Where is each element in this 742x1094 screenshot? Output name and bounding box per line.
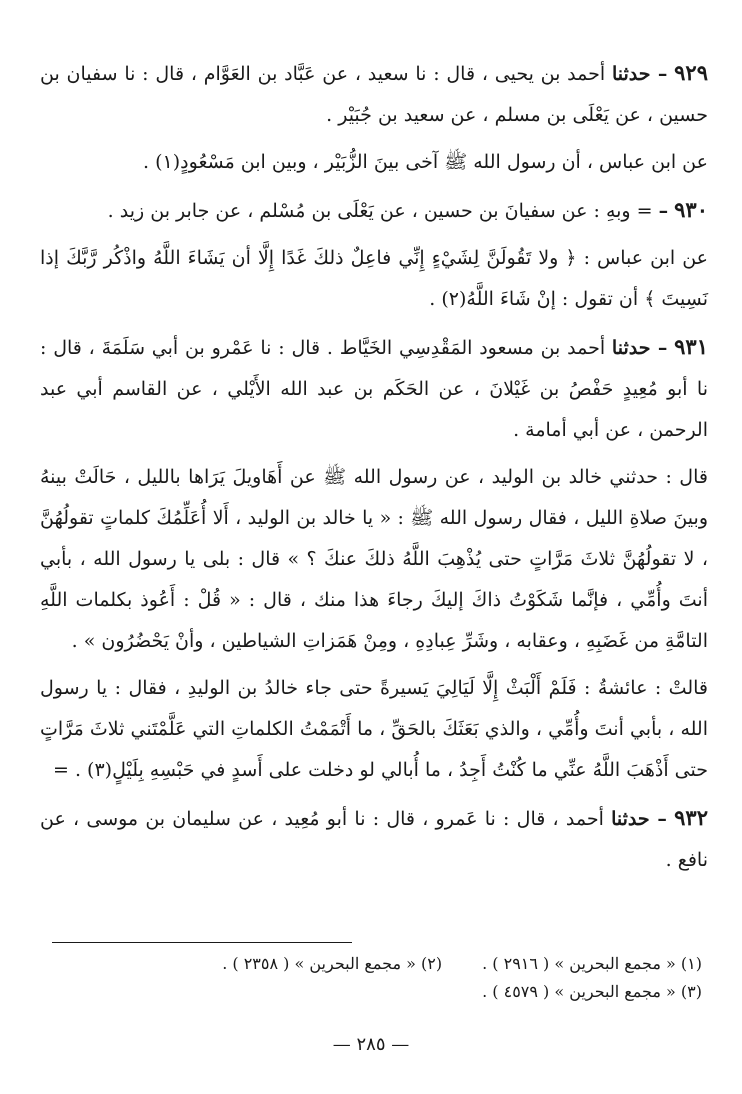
hadith-number: ٩٣١ (674, 334, 708, 359)
hadith-text: أحمد ، قال : نا عَمرو ، قال : نا أبو مُعِيد ، عن سليمان بن موسى ، عن نافع . (40, 808, 708, 871)
hadith-text: قال : حدثني خالد بن الوليد ، عن رسول الله ﷺ عن أَهَاويلَ يَرَاها بالليل ، حَالَتْ بينهُ وبينَ صلاةِ الليل ، فقال رسول الله ﷺ : « يا خالد بن الوليد ، أَلا أُعَلِّمُكَ كلماتٍ تقولُهُنَّ ، لا تقولُهُنَّ ثلاثَ مَرَّاتٍ حتى يُذْهِبَ اللَّهُ ذلكَ عنكَ ؟ » قال : بلى يا رسول الله ، بأبي أنتَ وأُمِّي ، فإنَّما شَكَوْتُ ذاكَ إليكَ رجاءَ هذا منك ، قال : « قُلْ : أَعُوذ بكلمات اللَّهِ التامَّةِ من غَضَبِهِ ، وعقابه ، وشَرِّ عِبادِهِ ، ومِنْ هَمَزاتِ الشياطين ، وأنْ يَحْضُرُون » . (40, 466, 708, 652)
hadith-930 (40, 189, 708, 232)
hadith-number: ٩٢٩ (674, 60, 708, 85)
hadith-930-matn (40, 238, 708, 320)
page-number: — ٢٨٥ — (332, 1034, 410, 1055)
hadith-text: = وبهِ : عن سفيانَ بن حسين ، عن يَعْلَى بن مُسْلم ، عن جابر بن زيد . (107, 200, 653, 222)
hadith-number: ٩٣٢ (674, 805, 708, 830)
footnote-3: (٣) « مجمع البحرين » ( ٤٥٧٩ ) . (482, 982, 702, 1001)
hadith-931-matn-cont (40, 668, 708, 791)
hadith-932 (40, 797, 708, 881)
footnote-1: (١) « مجمع البحرين » ( ٢٩١٦ ) . (482, 954, 702, 973)
hadith-931-matn (40, 457, 708, 662)
hadith-number: ٩٣٠ (674, 197, 708, 222)
hadith-lead: – (658, 200, 669, 222)
hadith-text: أحمد بن يحيى ، قال : نا سعيد ، عن عَبَّاد بن العَوَّام ، قال : نا سفيان بن حسين ، عن يَعْلَى بن مسلم ، عن سعيد بن جُبَيْر . (40, 63, 708, 126)
footnote-row (52, 978, 702, 1006)
hadith-lead: – حدثنا (611, 63, 668, 85)
hadith-929 (40, 52, 708, 136)
page-body (40, 52, 708, 881)
hadith-lead: – حدثنا (611, 337, 668, 359)
hadith-931 (40, 326, 708, 451)
footnote-2: (٢) « مجمع البحرين » ( ٢٣٥٨ ) . (222, 954, 443, 973)
hadith-lead: – حدثنا (611, 808, 667, 830)
hadith-929-matn (40, 142, 708, 183)
hadith-text: عن ابن عباس : ﴿ ولا تَقُولَنَّ لِشَيْءٍ إِنِّي فاعِلٌ ذلكَ غَدًا إِلَّا أن يَشَاءَ اللَّهُ واذْكُر رَّبَّكَ إذا نَسِيتَ ﴾ أن تقول : إنْ شَاءَ اللَّهُ(٢) . (40, 247, 708, 310)
footnote-row (52, 950, 702, 978)
hadith-text: أحمد بن مسعود المَقْدِسِي الخَيَّاط . قال : نا عَمْرو بن أبي سَلَمَةَ ، قال : نا أبو مُعِيدٍ حَفْصُ بن غَيْلانَ ، عن الحَكَم بن عبد الله الأَيْلي ، عن القاسم أبي عبد الرحمن ، عن أبي أمامة . (40, 337, 708, 441)
footnotes (52, 950, 702, 1006)
hadith-text: عن ابن عباس ، أن رسول الله ﷺ آخى بينَ الزُّبَيْر ، وبين ابن مَسْعُودٍ(١) . (143, 151, 708, 173)
footnote-divider (52, 942, 352, 943)
hadith-text: قالتْ : عائشةُ : فَلَمْ أَلْبَثْ إِلَّا لَيَالِيَ يَسيرةً حتى جاء خالدُ بن الوليدِ ، فقال : يا رسول الله ، بأبي أنتَ وأُمِّي ، والذي بَعَثَكَ بالحَقِّ ، ما أَتْمَمْتُ الكلماتِ التي عَلَّمْتَني ثلاثَ مَرَّاتٍ حتى أَذْهَبَ اللَّهُ عنِّي ما كُنْتُ أَجِدُ ، ما أُبالي لو دخلت على أَسدٍ في حَبْسِهِ بِلَيْلٍ(٣) . = (40, 677, 708, 781)
